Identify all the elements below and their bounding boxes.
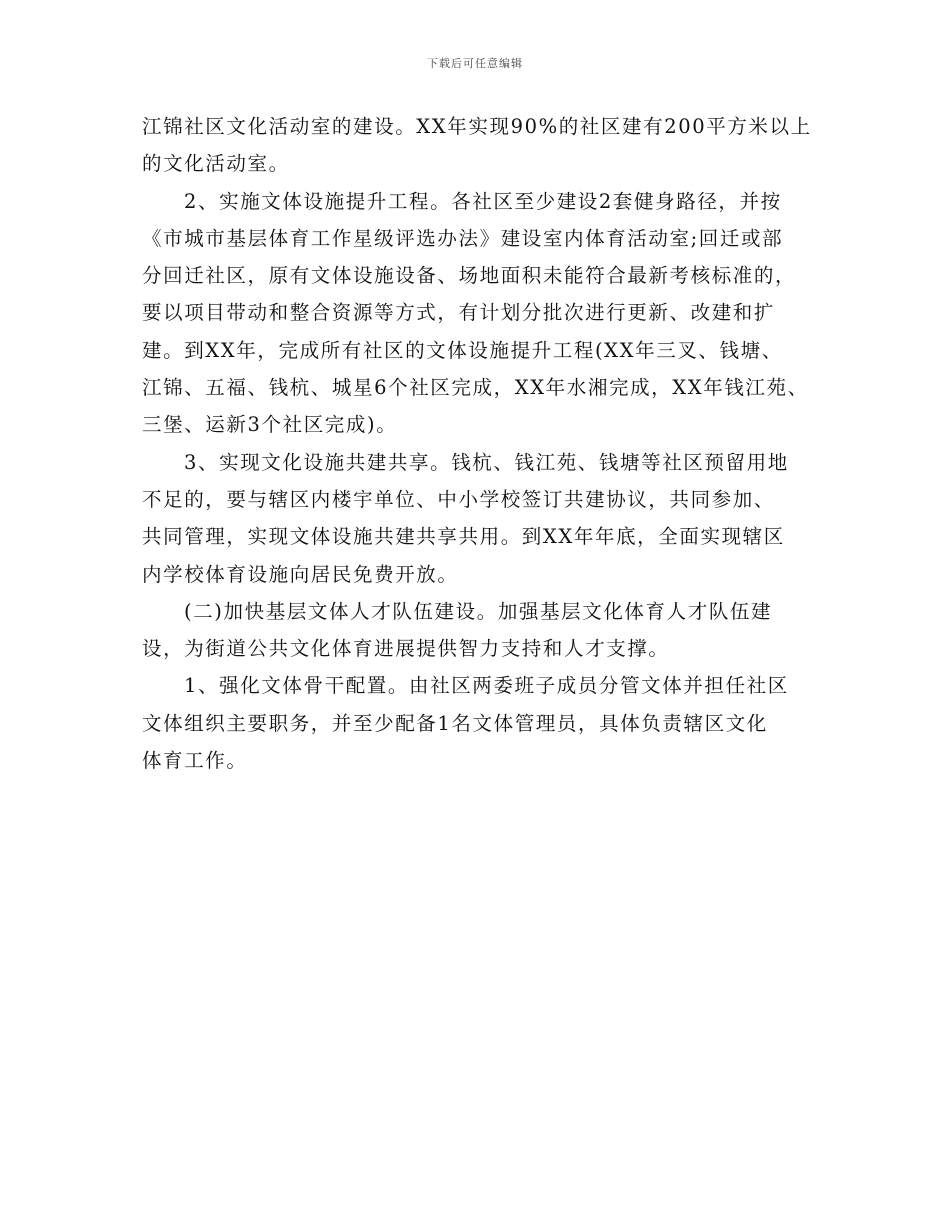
text-line: 江锦社区文化活动室的建设。XX年实现90%的社区建有200平方米以上 bbox=[142, 115, 812, 138]
text-line: 体育工作。 bbox=[142, 749, 248, 773]
text-line: 建。到XX年，完成所有社区的文体设施提升工程(XX年三叉、钱塘、 bbox=[142, 338, 783, 362]
text-line: 三堡、运新3个社区完成)。 bbox=[142, 413, 398, 437]
text-line: 不足的，要与辖区内楼宇单位、中小学校签订共建协议，共同参加、 bbox=[142, 487, 776, 511]
text-line: 分回迁社区，原有文体设施设备、场地面积未能符合最新考核标准的， bbox=[142, 264, 797, 288]
paragraph-start: 2、实施文体设施提升工程。各社区至少建设2套健身路径，并按 bbox=[184, 189, 782, 213]
text-line: 共同管理，实现文体设施共建共享共用。到XX年年底，全面实现辖区 bbox=[142, 525, 785, 549]
section-heading: (二)加快基层文体人才队伍建设。加强基层文化体育人才队伍建 bbox=[184, 599, 773, 623]
page-header: 下载后可任意编辑 bbox=[427, 57, 523, 70]
text-line: 的文化活动室。 bbox=[142, 152, 290, 176]
paragraph-start: 1、强化文体骨干配置。由社区两委班子成员分管文体并担任社区 bbox=[184, 674, 789, 698]
text-line: 内学校体育设施向居民免费开放。 bbox=[142, 562, 459, 586]
text-line: 《市城市基层体育工作星级评选办法》建设室内体育活动室;回迁或部 bbox=[142, 226, 784, 250]
text-line: 设，为街道公共文化体育进展提供智力支持和人才支撑。 bbox=[142, 637, 670, 661]
text-line: 江锦、五福、钱杭、城星6个社区完成，XX年水湘完成，XX年钱江苑、 bbox=[142, 376, 809, 400]
paragraph-start: 3、实现文化设施共建共享。钱杭、钱江苑、钱塘等社区预留用地 bbox=[184, 450, 789, 474]
text-line: 要以项目带动和整合资源等方式，有计划分批次进行更新、改建和扩 bbox=[142, 301, 776, 325]
text-line: 文体组织主要职务，并至少配备1名文体管理员，具体负责辖区文化 bbox=[142, 711, 768, 735]
document-body bbox=[142, 108, 812, 779]
